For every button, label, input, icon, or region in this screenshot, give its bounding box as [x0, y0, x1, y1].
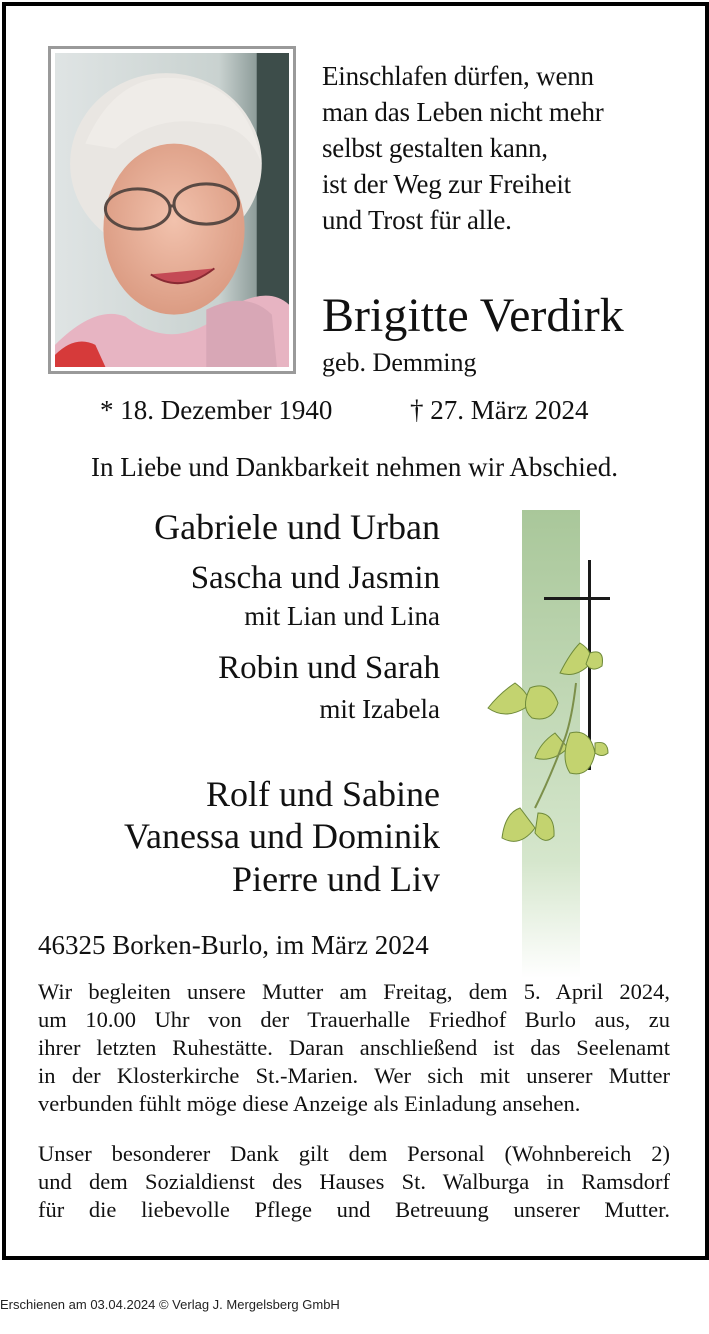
family-line: Robin und Sarah [218, 650, 440, 686]
verse-line: man das Leben nicht mehr [322, 97, 604, 127]
memorial-verse [322, 58, 604, 238]
family-line: Rolf und Sabine [206, 774, 440, 814]
text-line: Wir begleiten unsere Mutter am Freitag, dem 5. April 2024, [38, 979, 670, 1004]
verse-line: selbst gestalten kann, [322, 133, 548, 163]
publication-footer: Erschienen am 03.04.2024 © Verlag J. Mergelsberg GmbH [0, 1297, 340, 1312]
maiden-name: geb. Demming [322, 348, 477, 377]
text-line: um 10.00 Uhr von der Trauerhalle Friedhof Burlo aus, zu [38, 1007, 670, 1032]
text-line: ihrer letzten Ruhestätte. Daran anschließend ist das Seelenamt [38, 1035, 670, 1060]
place-and-date: 46325 Borken-Burlo, im März 2024 [38, 930, 429, 960]
family-line: Pierre und Liv [232, 859, 440, 899]
birth-date: * 18. Dezember 1940 [100, 395, 333, 425]
farewell-line: In Liebe und Dankbarkeit nehmen wir Abschied. [90, 452, 619, 482]
verse-line: Einschlafen dürfen, wenn [322, 61, 594, 91]
thanks-note [38, 1140, 670, 1224]
deceased-name: Brigitte Verdirk [322, 289, 624, 342]
text-line: verbunden fühlt möge diese Anzeige als Einladung ansehen. [38, 1091, 581, 1116]
family-line: Sascha und Jasmin [190, 560, 440, 596]
family-line: Vanessa und Dominik [124, 816, 440, 856]
portrait-photo [48, 46, 296, 374]
family-line: mit Lian und Lina [244, 601, 440, 631]
text-line: für die liebevolle Pflege und Betreuung unserer Mutter. [38, 1197, 670, 1222]
death-date: † 27. März 2024 [410, 395, 589, 425]
verse-line: ist der Weg zur Freiheit [322, 169, 571, 199]
verse-line: und Trost für alle. [322, 205, 512, 235]
text-line: Unser besonderer Dank gilt dem Personal (Wohnbereich 2) [38, 1141, 670, 1166]
family-line: Gabriele und Urban [154, 507, 440, 547]
text-line: und dem Sozialdienst des Hauses St. Walburga in Ramsdorf [38, 1169, 670, 1194]
family-line: mit Izabela [319, 694, 440, 724]
funeral-details [38, 978, 670, 1118]
text-line: in der Klosterkirche St.-Marien. Wer sich mit unserer Mutter [38, 1063, 670, 1088]
cross-ivy-decoration [480, 508, 610, 978]
